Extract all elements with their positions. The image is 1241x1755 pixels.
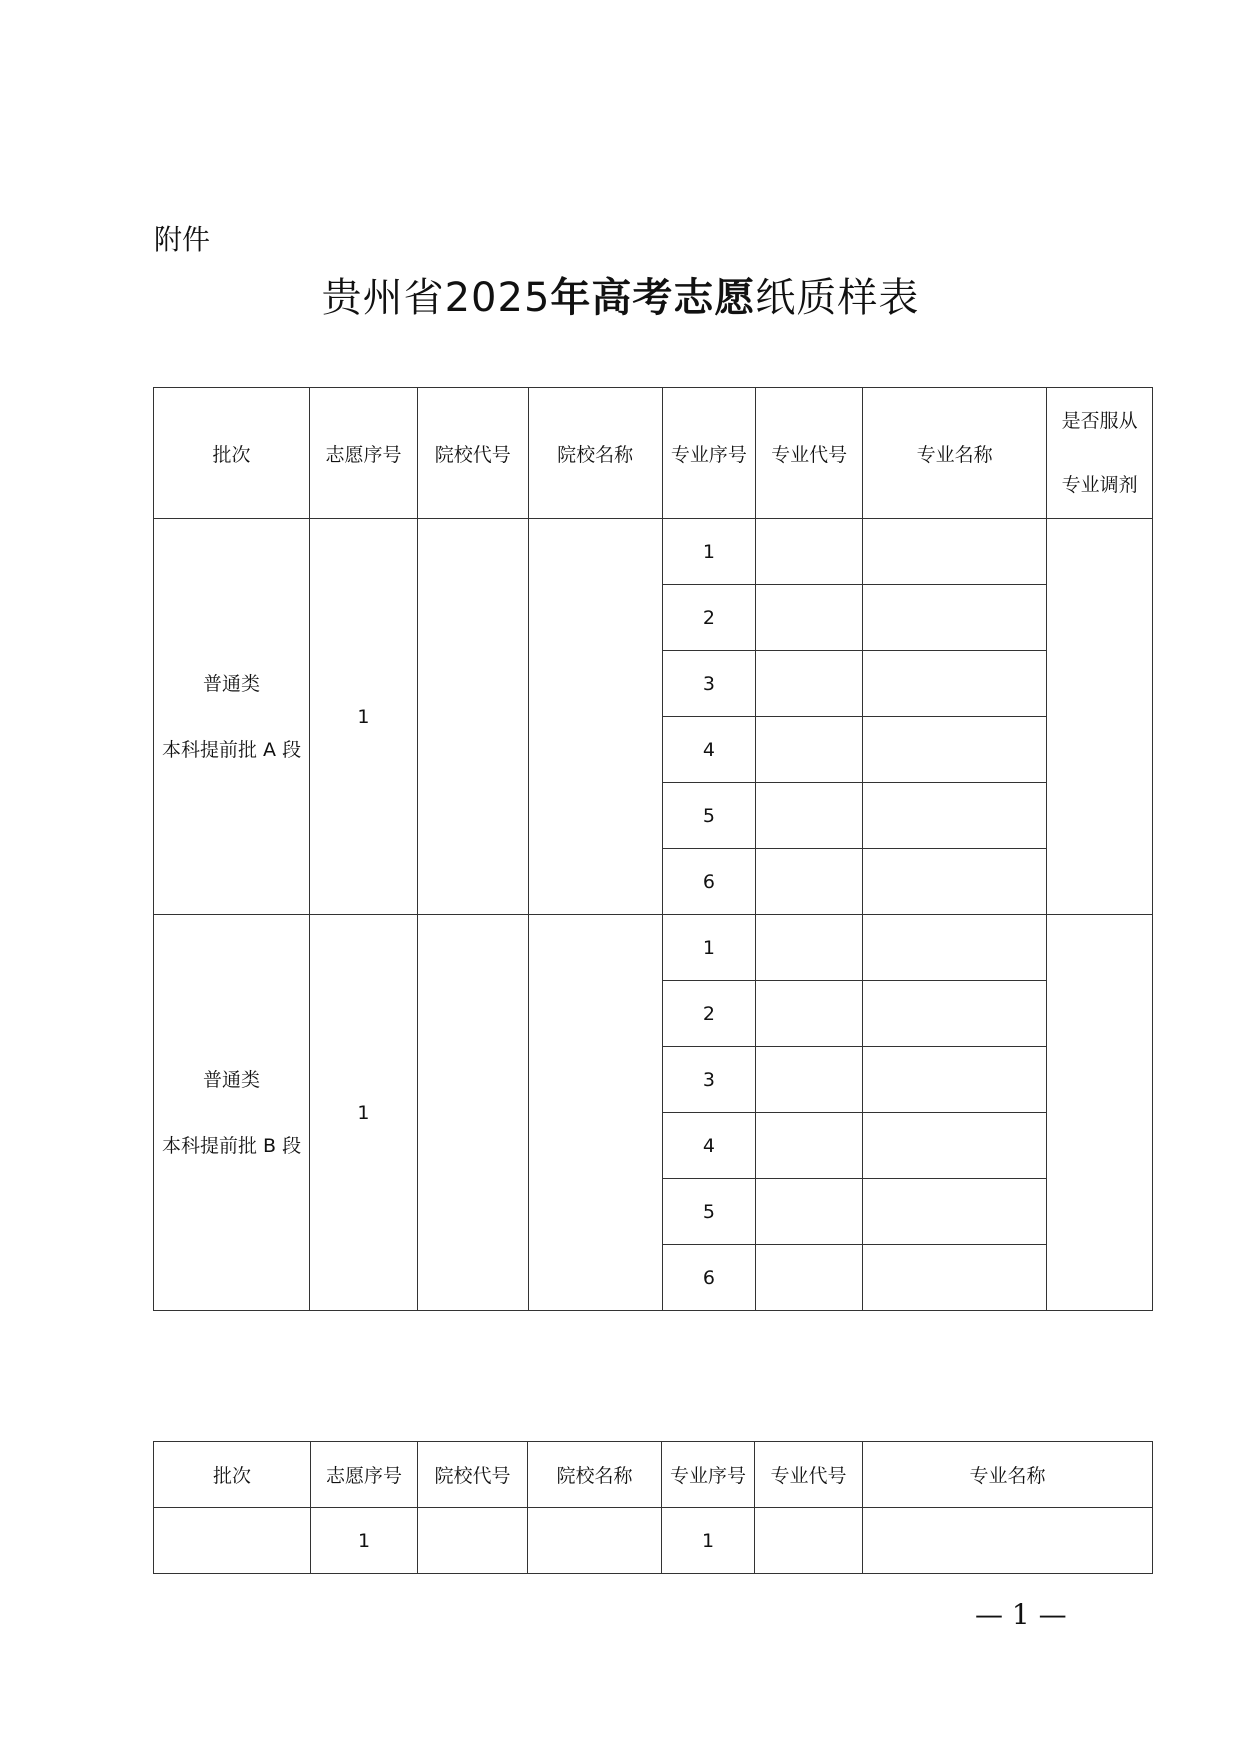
batch-line2: 本科提前批 A 段 — [162, 738, 302, 761]
header-major-code: 专业代号 — [756, 388, 863, 519]
major-code-cell[interactable] — [756, 981, 863, 1047]
header-row — [154, 1442, 1153, 1508]
major-no-cell: 5 — [662, 1179, 756, 1245]
major-code-cell[interactable] — [755, 1508, 863, 1574]
header-batch: 批次 — [154, 1442, 311, 1508]
major-name-cell[interactable] — [862, 651, 1046, 717]
adjust-cell[interactable] — [1047, 915, 1153, 1311]
header-school-name: 院校名称 — [528, 1442, 662, 1508]
header-row — [154, 388, 1153, 519]
major-no-cell: 1 — [662, 519, 756, 585]
batch-line1: 普通类 — [203, 672, 261, 695]
major-code-cell[interactable] — [756, 915, 863, 981]
header-school-name: 院校名称 — [528, 388, 662, 519]
major-code-cell[interactable] — [756, 1047, 863, 1113]
major-name-cell[interactable] — [863, 1508, 1153, 1574]
second-volunteer-table — [153, 1441, 1153, 1574]
header-choice-no: 志愿序号 — [311, 1442, 418, 1508]
page-number: — 1 — — [975, 1598, 1067, 1631]
major-name-cell[interactable] — [862, 1113, 1046, 1179]
header-adjust-line2: 专业调剂 — [1061, 474, 1138, 496]
major-name-cell[interactable] — [862, 915, 1046, 981]
batch-cell[interactable] — [154, 1508, 311, 1574]
major-code-cell[interactable] — [756, 1113, 863, 1179]
table-row — [154, 915, 1153, 981]
batch-cell — [154, 915, 310, 1311]
major-no-cell: 6 — [662, 1245, 756, 1311]
major-no-cell: 2 — [662, 981, 756, 1047]
choice-no-cell: 1 — [310, 519, 418, 915]
major-no-cell: 3 — [662, 1047, 756, 1113]
major-no-cell: 5 — [662, 783, 756, 849]
school-name-cell[interactable] — [528, 519, 662, 915]
title-part-2: 年高考志愿 — [550, 275, 756, 321]
major-code-cell[interactable] — [756, 1179, 863, 1245]
adjust-cell[interactable] — [1047, 519, 1153, 915]
school-code-cell[interactable] — [417, 915, 528, 1311]
table-row — [154, 519, 1153, 585]
choice-no-cell: 1 — [311, 1508, 418, 1574]
major-code-cell[interactable] — [756, 849, 863, 915]
header-major-name: 专业名称 — [862, 388, 1046, 519]
major-no-cell: 3 — [662, 651, 756, 717]
major-code-cell[interactable] — [756, 1245, 863, 1311]
major-code-cell[interactable] — [756, 651, 863, 717]
school-name-cell[interactable] — [528, 915, 662, 1311]
major-name-cell[interactable] — [862, 519, 1046, 585]
major-no-cell: 4 — [662, 1113, 756, 1179]
school-name-cell[interactable] — [528, 1508, 662, 1574]
header-major-no: 专业序号 — [662, 388, 756, 519]
major-no-cell: 6 — [662, 849, 756, 915]
major-name-cell[interactable] — [862, 981, 1046, 1047]
major-name-cell[interactable] — [862, 783, 1046, 849]
major-name-cell[interactable] — [862, 849, 1046, 915]
choice-no-cell: 1 — [310, 915, 418, 1311]
header-major-name: 专业名称 — [863, 1442, 1153, 1508]
major-code-cell[interactable] — [756, 783, 863, 849]
header-school-code: 院校代号 — [417, 388, 528, 519]
header-batch: 批次 — [154, 388, 310, 519]
volunteer-form-table — [153, 387, 1153, 1311]
major-no-cell: 4 — [662, 717, 756, 783]
header-major-code: 专业代号 — [755, 1442, 863, 1508]
header-adjust-line1: 是否服从 — [1061, 410, 1138, 432]
major-code-cell[interactable] — [756, 585, 863, 651]
header-choice-no: 志愿序号 — [310, 388, 418, 519]
major-code-cell[interactable] — [756, 519, 863, 585]
title-part-3: 纸质样表 — [755, 275, 920, 321]
page-title — [0, 266, 1241, 323]
major-name-cell[interactable] — [862, 1047, 1046, 1113]
batch-line2: 本科提前批 B 段 — [161, 1134, 302, 1157]
header-school-code: 院校代号 — [418, 1442, 528, 1508]
major-code-cell[interactable] — [756, 717, 863, 783]
batch-cell — [154, 519, 310, 915]
major-no-cell: 1 — [662, 915, 756, 981]
school-code-cell[interactable] — [417, 519, 528, 915]
major-name-cell[interactable] — [862, 585, 1046, 651]
title-part-1: 贵州省2025 — [321, 275, 551, 321]
major-no-cell: 1 — [662, 1508, 755, 1574]
batch-line1: 普通类 — [203, 1068, 261, 1091]
table-row — [154, 1508, 1153, 1574]
header-major-no: 专业序号 — [662, 1442, 755, 1508]
header-adjust — [1047, 388, 1153, 519]
major-no-cell: 2 — [662, 585, 756, 651]
major-name-cell[interactable] — [862, 717, 1046, 783]
school-code-cell[interactable] — [418, 1508, 528, 1574]
major-name-cell[interactable] — [862, 1245, 1046, 1311]
attachment-label: 附件 — [154, 223, 211, 256]
major-name-cell[interactable] — [862, 1179, 1046, 1245]
